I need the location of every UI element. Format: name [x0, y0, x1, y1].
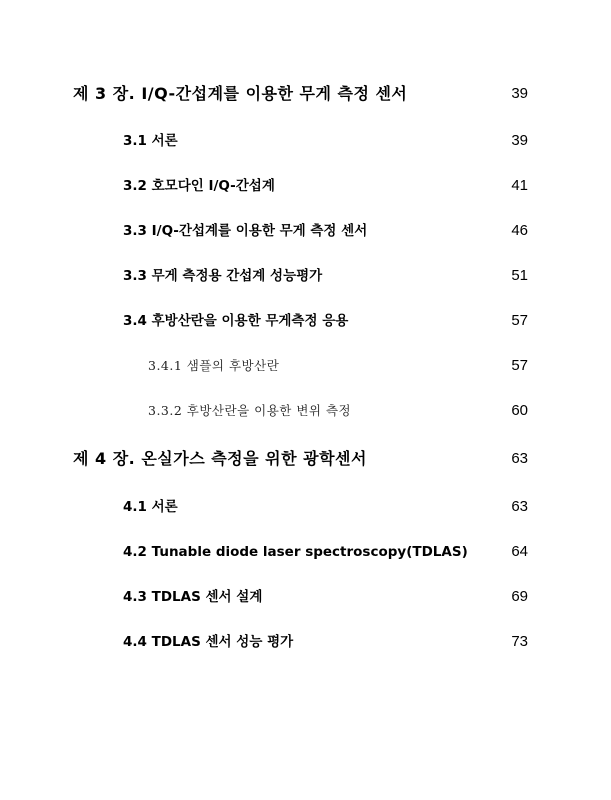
- toc-entry-page: 57: [511, 357, 528, 374]
- toc-subsection-3-4-1: [0, 352, 611, 380]
- toc-entry-title: 4.2 Tunable diode laser spectroscopy(TDLAS): [123, 544, 468, 560]
- toc-entry-page: 64: [511, 543, 528, 560]
- toc-entry-title: 3.3.2 후방산란을 이용한 변위 측정: [148, 403, 352, 418]
- toc-entry-page: 57: [511, 312, 528, 329]
- toc-entry-page: 39: [511, 85, 528, 102]
- toc-entry-title: 4.3 TDLAS 센서 설계: [123, 589, 263, 605]
- toc-section-4-1: [0, 493, 611, 521]
- toc-entry-title: 3.1 서론: [123, 133, 178, 149]
- toc-entry-page: 46: [511, 222, 528, 239]
- toc-subsection-3-3-2: [0, 397, 611, 425]
- toc-entry-title: 4.4 TDLAS 센서 성능 평가: [123, 634, 294, 650]
- toc-entry-page: 60: [511, 402, 528, 419]
- toc-section-4-4: [0, 628, 611, 656]
- toc-entry-page: 39: [511, 132, 528, 149]
- toc-entry-page: 63: [511, 450, 528, 467]
- toc-section-4-2: [0, 538, 611, 566]
- toc-entry-title: 제 3 장. I/Q-간섭계를 이용한 무게 측정 센서: [73, 84, 408, 103]
- toc-entry-title: 3.2 호모다인 I/Q-간섭계: [123, 178, 275, 194]
- toc-section-3-2: [0, 172, 611, 200]
- toc-entry-title: 3.4 후방산란을 이용한 무게측정 응용: [123, 313, 349, 329]
- toc-chapter-4: [0, 445, 611, 473]
- toc-entry-title: 제 4 장. 온실가스 측정을 위한 광학센서: [73, 449, 367, 468]
- toc-entry-page: 41: [511, 177, 528, 194]
- toc-entry-title: 3.3 I/Q-간섭계를 이용한 무게 측정 센서: [123, 223, 368, 239]
- toc-entry-page: 51: [511, 267, 528, 284]
- toc-entry-page: 69: [511, 588, 528, 605]
- toc-entry-page: 63: [511, 498, 528, 515]
- toc-entry-title: 3.3 무게 측정용 간섭계 성능평가: [123, 268, 323, 284]
- toc-entry-title: 4.1 서론: [123, 499, 178, 515]
- toc-section-3-4: [0, 307, 611, 335]
- toc-entry-title: 3.4.1 샘플의 후방산란: [148, 358, 280, 373]
- toc-section-3-3: [0, 217, 611, 245]
- toc-section-3-3b: [0, 262, 611, 290]
- toc-chapter-3: [0, 80, 611, 108]
- toc-section-3-1: [0, 127, 611, 155]
- toc-entry-page: 73: [511, 633, 528, 650]
- toc-section-4-3: [0, 583, 611, 611]
